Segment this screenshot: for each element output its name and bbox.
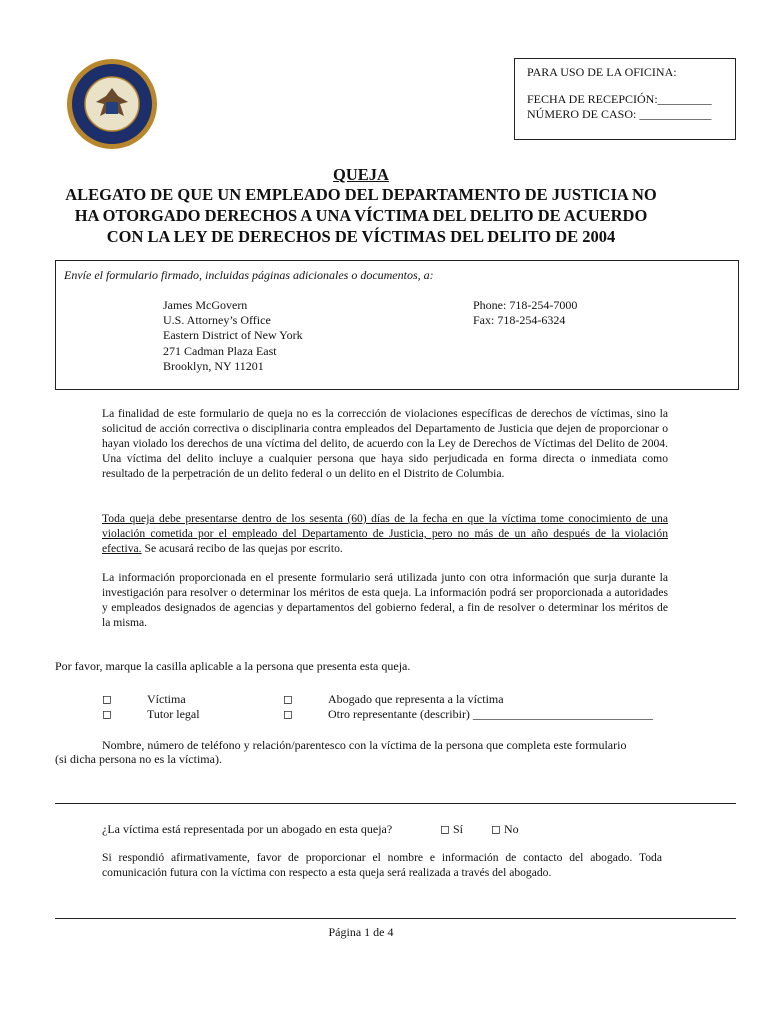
attorney-question: ¿La víctima está representada por un abogado en esta queja? bbox=[102, 822, 393, 836]
doj-seal-icon bbox=[66, 58, 158, 150]
option-attorney-label: Abogado que representa a la víctima bbox=[328, 692, 504, 706]
attorney-no-checkbox[interactable]: ◻ No bbox=[491, 822, 519, 836]
relation-text-line1: Nombre, número de teléfono y relación/parentesco con la víctima de la persona que completa este formulario bbox=[102, 738, 627, 752]
office-use-heading: PARA USO DE LA OFICINA: bbox=[527, 65, 677, 79]
deadline-paragraph bbox=[102, 511, 668, 556]
office-use-box bbox=[514, 58, 736, 140]
send-to-intro: Envíe el formulario firmado, incluidas páginas adicionales o documentos, a: bbox=[64, 268, 434, 282]
purpose-paragraph: La finalidad de este formulario de queja no es la corrección de violaciones específicas de derechos de víctimas, sino la solicitud de acción correctiva o disciplinaria contra empleados del Departamento de Justicia que dejen de proporcionar o hayan violado los derechos de una víctima del delito, de acuerdo con la Ley de Derechos de Víctimas del Delito de 2004. Una víctima del delito incluye a cualquier persona que haya sido perjudicada en forma directa o inmediata como resultado de la perpetración de un delito federal o un delito en el Distrito de Columbia. bbox=[102, 407, 668, 481]
address-line: Brooklyn, NY 11201 bbox=[163, 358, 264, 373]
relation-text-line2: (si dicha persona no es la víctima). bbox=[55, 752, 222, 766]
form-title-line: ALEGATO DE QUE UN EMPLEADO DEL DEPARTAMENTO DE JUSTICIA NO bbox=[65, 185, 657, 204]
form-title-head: QUEJA bbox=[333, 165, 389, 184]
checkbox-victim[interactable]: ◻ bbox=[102, 692, 112, 706]
phone-number: Phone: 718-254-7000 bbox=[473, 298, 578, 312]
form-title-line: HA OTORGADO DERECHOS A UNA VÍCTIMA DEL DELITO DE ACUERDO bbox=[74, 206, 648, 225]
checkbox-other-representative[interactable]: ◻ bbox=[283, 707, 293, 721]
page-number: Página 1 de 4 bbox=[328, 925, 394, 939]
attorney-yes-checkbox[interactable]: ◻ Sí bbox=[440, 822, 463, 836]
address-line: James McGovern bbox=[163, 298, 248, 312]
received-date-field: FECHA DE RECEPCIÓN:_________ bbox=[527, 92, 712, 106]
form-title bbox=[0, 184, 722, 247]
deadline-underlined-text: Toda queja debe presentarse dentro de los sesenta (60) días de la fecha en que la víctima tome conocimiento de una violación cometida por el empleado del Departamento de Justicia, pero no más de un año después de la violación efectiva. bbox=[102, 512, 668, 556]
info-paragraph: La información proporcionada en el presente formulario será utilizada junto con otra información que surja durante la investigación para resolver o determinar los méritos de esta queja. La información podrá ser proporcionada a autoridades y empleados designados de agencias y departamentos del gobierno federal, a fin de resolver o determinar los méritos de la misma. bbox=[102, 571, 668, 630]
contact-numbers bbox=[473, 298, 577, 328]
relation-answer-line[interactable] bbox=[55, 803, 736, 804]
form-title-line: CON LA LEY DE DERECHOS DE VÍCTIMAS DEL DELITO DE 2004 bbox=[106, 227, 616, 246]
checkbox-legal-guardian[interactable]: ◻ bbox=[102, 707, 112, 721]
address-line: U.S. Attorney’s Office bbox=[163, 313, 271, 328]
option-legal-guardian-label: Tutor legal bbox=[147, 707, 200, 721]
case-number-field: NÚMERO DE CASO: ____________ bbox=[527, 107, 712, 121]
fax-number: Fax: 718-254-6324 bbox=[473, 313, 566, 328]
attorney-note: Si respondió afirmativamente, favor de proporcionar el nombre e información de contacto del abogado. Toda comunicación futura con la víctima con respecto a esta queja será realizada a través del abogado. bbox=[102, 851, 662, 880]
footer-divider bbox=[55, 918, 736, 919]
filer-prompt: Por favor, marque la casilla aplicable a la persona que presenta esta queja. bbox=[55, 659, 411, 673]
checkbox-attorney[interactable]: ◻ bbox=[283, 692, 293, 706]
option-other-representative-label: Otro representante (describir) ______________________________ bbox=[328, 707, 653, 721]
option-victim-label: Víctima bbox=[147, 692, 186, 706]
address-line: Eastern District of New York bbox=[163, 328, 303, 343]
address-line: 271 Cadman Plaza East bbox=[163, 343, 277, 358]
mailing-address bbox=[163, 298, 303, 374]
deadline-rest-text: Se acusará recibo de las quejas por escrito. bbox=[141, 542, 343, 556]
